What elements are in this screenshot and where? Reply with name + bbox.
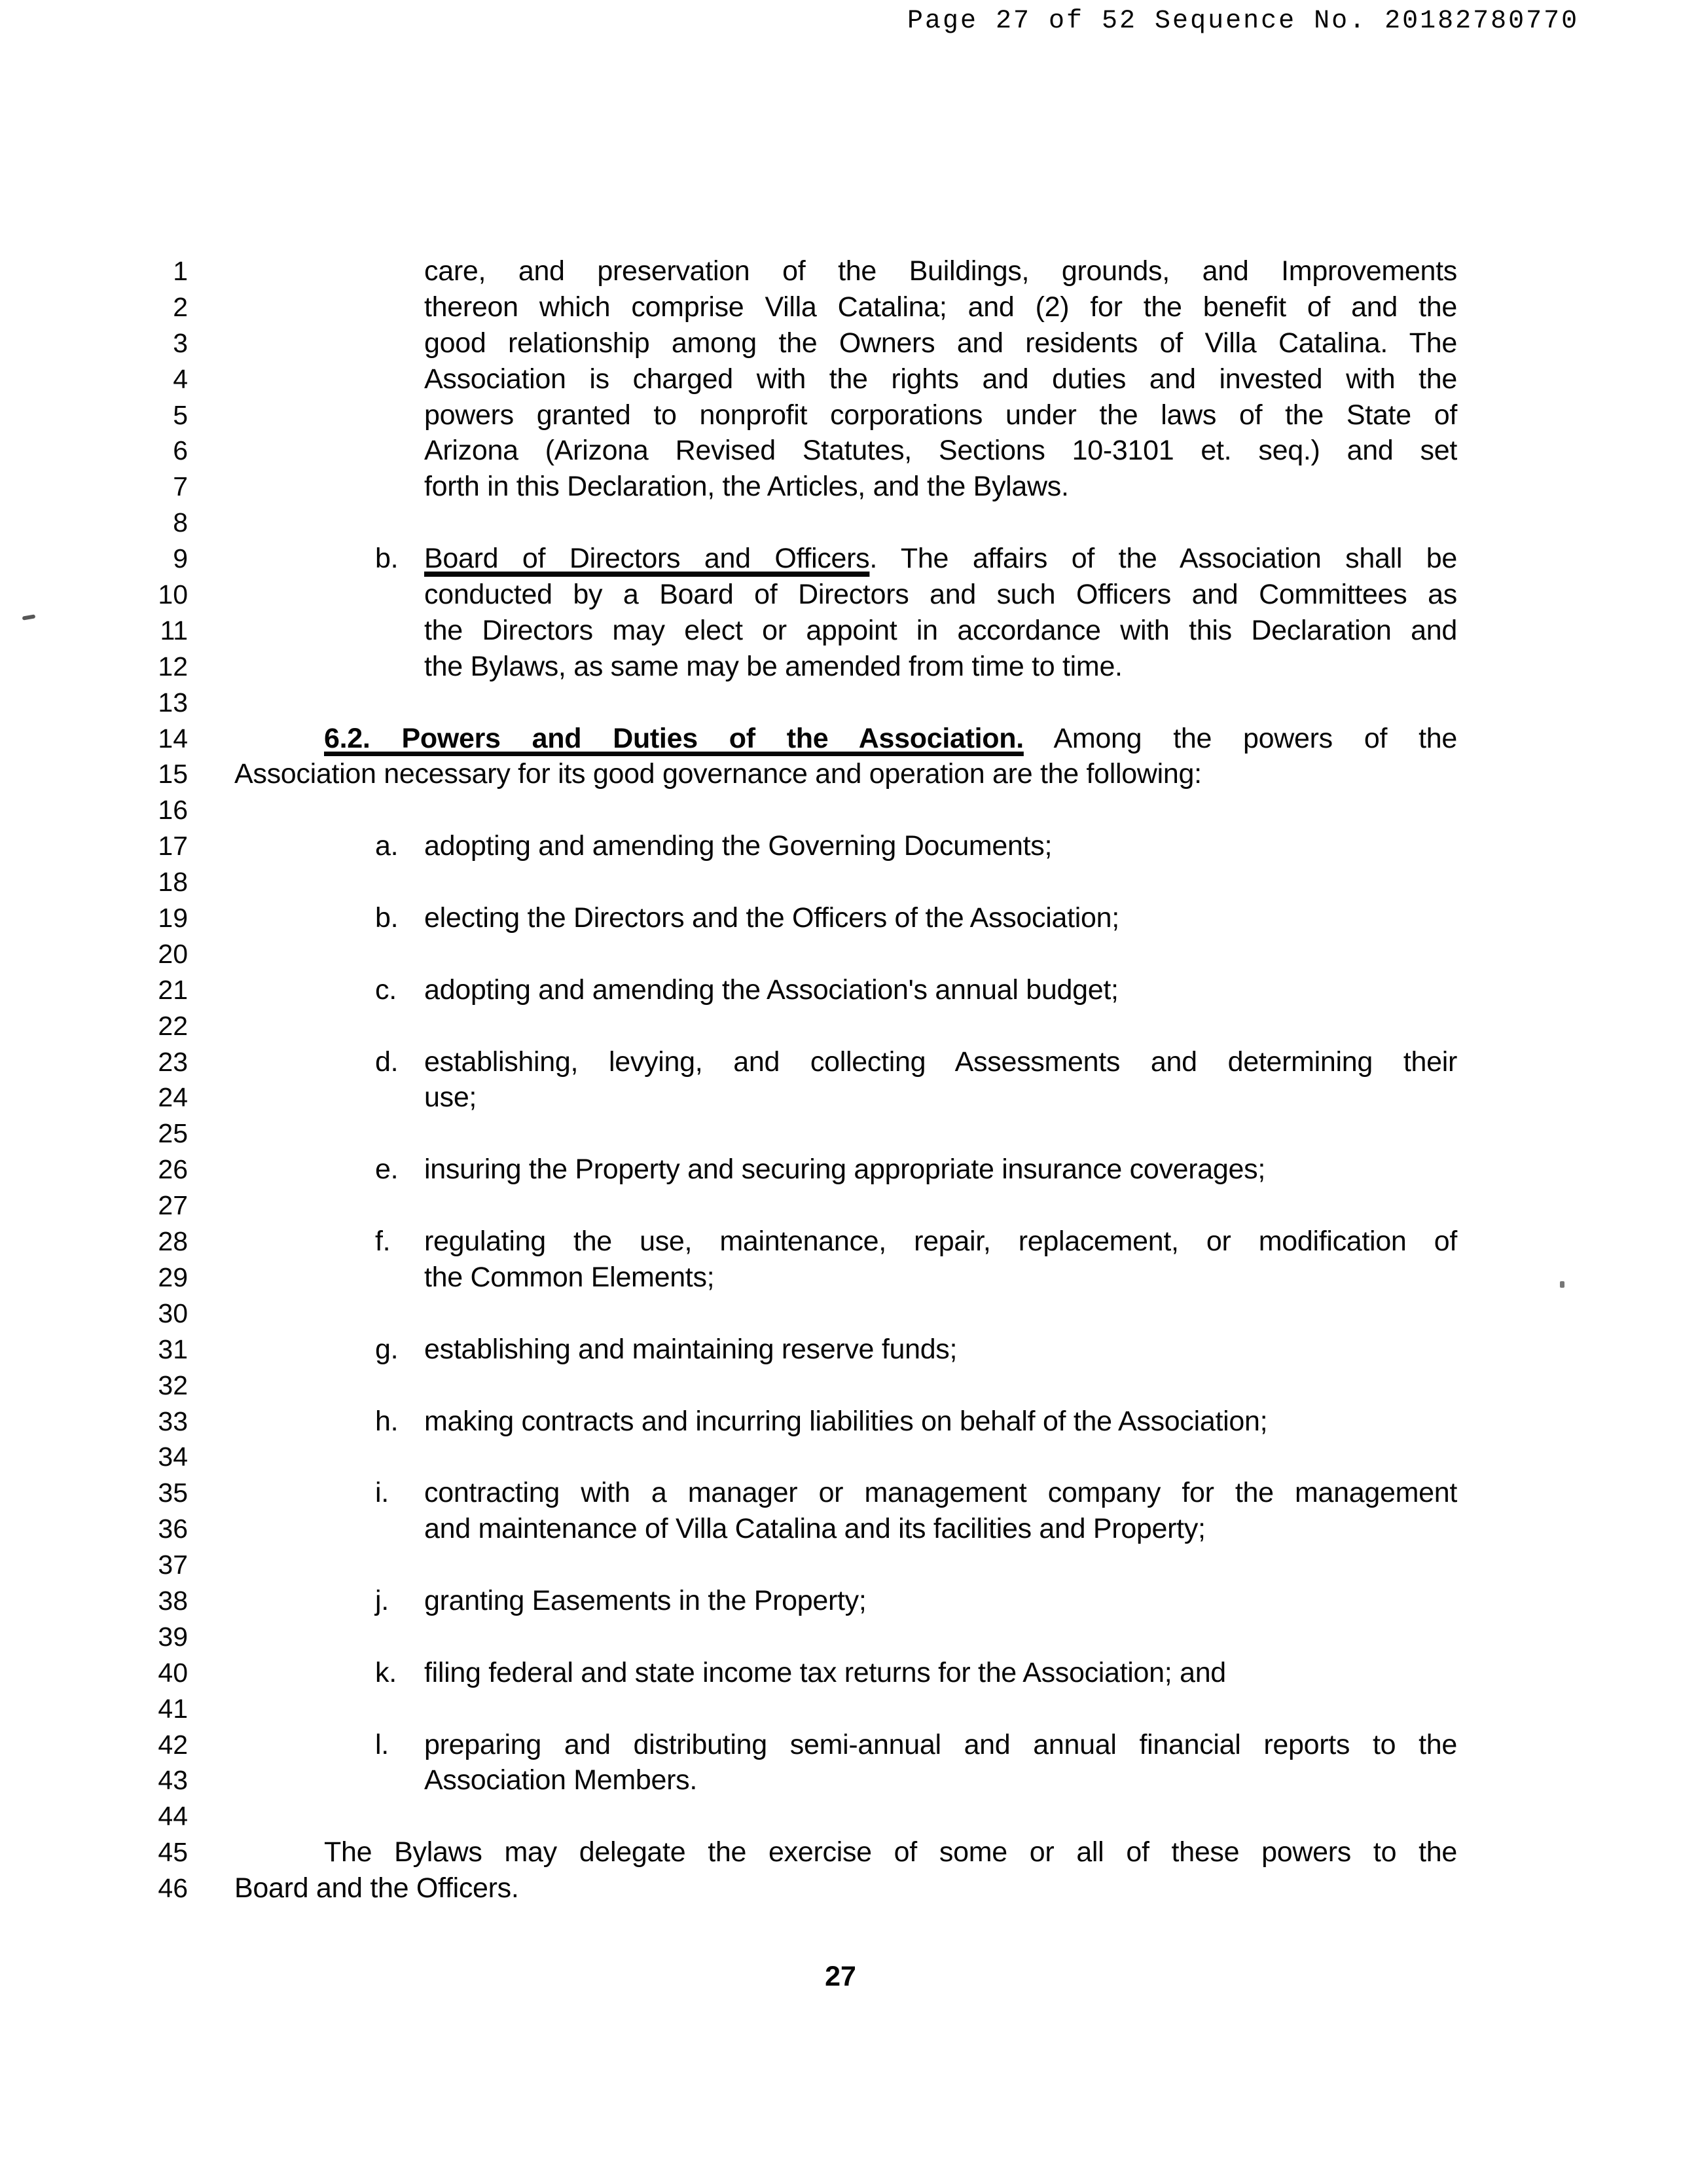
text-segment: the Common Elements; — [424, 1261, 715, 1293]
line-text — [0, 936, 1681, 972]
document-line — [0, 397, 1681, 433]
line-text — [0, 828, 1681, 864]
line-text — [0, 1008, 1681, 1044]
line-number: 5 — [173, 399, 188, 430]
line-number: 16 — [158, 795, 188, 826]
document-line — [0, 1332, 1681, 1368]
text-segment: electing the Directors and the Officers of the Association; — [424, 902, 1119, 934]
document-line — [0, 792, 1681, 828]
recorder-header: Page 27 of 52 Sequence No. 20182780770 — [907, 7, 1580, 36]
line-text — [0, 792, 1681, 828]
document-line — [0, 900, 1681, 936]
text-segment: powers granted to nonprofit corporations under the laws of the State of — [424, 399, 1457, 431]
document-line — [0, 1655, 1681, 1691]
line-text — [0, 1727, 1681, 1763]
line-text — [0, 433, 1681, 469]
line-text — [0, 1260, 1681, 1296]
line-number: 7 — [173, 471, 188, 502]
document-line — [0, 1116, 1681, 1152]
line-text — [0, 900, 1681, 936]
document-line — [0, 325, 1681, 361]
document-line — [0, 1798, 1681, 1834]
line-number: 10 — [158, 579, 188, 610]
line-text — [0, 289, 1681, 325]
document-line — [0, 721, 1681, 757]
text-segment: regulating the use, maintenance, repair, replacement, or modification of — [424, 1226, 1457, 1258]
line-text — [0, 685, 1681, 721]
text-segment: and maintenance of Villa Catalina and its facilities and Property; — [424, 1513, 1206, 1545]
line-number: 23 — [158, 1046, 188, 1077]
text-segment: use; — [424, 1082, 477, 1114]
document-line — [0, 828, 1681, 864]
line-text — [0, 1547, 1681, 1583]
line-text — [0, 1332, 1681, 1368]
text-segment: thereon which comprise Villa Catalina; and (2) for the benefit of and the — [424, 291, 1457, 323]
line-text — [0, 361, 1681, 397]
document-line — [0, 469, 1681, 505]
line-number: 19 — [158, 903, 188, 934]
line-number: 38 — [158, 1585, 188, 1616]
footer-page-number: 27 — [825, 1961, 856, 1992]
line-text — [0, 721, 1681, 757]
text-segment: the Directors may elect or appoint in accordance with this Declaration and — [424, 614, 1457, 646]
document-line — [0, 1619, 1681, 1655]
line-number: 2 — [173, 291, 188, 322]
document-line — [0, 1583, 1681, 1619]
list-item-letter: g. — [375, 1333, 399, 1365]
list-item-letter: a. — [375, 830, 399, 862]
document-line — [0, 1296, 1681, 1332]
line-text — [0, 1511, 1681, 1547]
document-line — [0, 1727, 1681, 1763]
line-text — [0, 1152, 1681, 1188]
line-number: 13 — [158, 687, 188, 718]
list-item-letter: k. — [375, 1656, 397, 1688]
line-number: 14 — [158, 723, 188, 754]
line-text — [0, 253, 1681, 289]
text-segment: Association Members. — [424, 1764, 697, 1796]
document-line — [0, 289, 1681, 325]
list-item-letter: b. — [375, 902, 399, 934]
document-line — [0, 1368, 1681, 1404]
document-line — [0, 972, 1681, 1008]
line-text — [0, 1583, 1681, 1619]
line-number: 21 — [158, 974, 188, 1005]
list-item-letter: c. — [375, 974, 397, 1006]
document-line — [0, 1260, 1681, 1296]
line-number: 28 — [158, 1226, 188, 1257]
line-text — [0, 1798, 1681, 1834]
line-number: 18 — [158, 867, 188, 898]
document-line — [0, 649, 1681, 685]
line-number: 27 — [158, 1190, 188, 1221]
document-line — [0, 864, 1681, 900]
text-segment: filing federal and state income tax returns for the Association; and — [424, 1656, 1226, 1688]
text-segment: insuring the Property and securing appropriate insurance coverages; — [424, 1154, 1265, 1186]
document-line — [0, 1511, 1681, 1547]
line-text — [0, 1296, 1681, 1332]
line-number: 4 — [173, 363, 188, 394]
line-text — [0, 1619, 1681, 1655]
document-line — [0, 361, 1681, 397]
document-line — [0, 1870, 1681, 1906]
line-number: 35 — [158, 1478, 188, 1508]
scan-artifact-right — [1560, 1281, 1564, 1288]
document-line — [0, 613, 1681, 649]
line-number: 25 — [158, 1118, 188, 1149]
line-text — [0, 972, 1681, 1008]
list-item-letter: e. — [375, 1154, 399, 1186]
text-segment: granting Easements in the Property; — [424, 1584, 867, 1616]
document-line — [0, 505, 1681, 541]
line-text — [0, 505, 1681, 541]
document-line — [0, 1080, 1681, 1116]
text-segment: . The affairs of the Association shall be — [869, 543, 1457, 575]
text-segment: Arizona (Arizona Revised Statutes, Sections 10-3101 et. seq.) and set — [424, 435, 1457, 467]
line-number: 43 — [158, 1765, 188, 1796]
text-segment: 6.2. Powers and Duties of the Association. — [324, 722, 1024, 754]
line-text — [0, 325, 1681, 361]
text-segment: The Bylaws may delegate the exercise of some or all of these powers to the — [324, 1836, 1457, 1868]
line-text — [0, 1834, 1681, 1870]
document-line — [0, 1224, 1681, 1260]
line-number: 6 — [173, 435, 188, 466]
document-line — [0, 685, 1681, 721]
line-number: 44 — [158, 1801, 188, 1832]
list-item-letter: b. — [375, 543, 399, 575]
line-number: 45 — [158, 1837, 188, 1868]
line-text — [0, 397, 1681, 433]
text-segment: Board and the Officers. — [234, 1872, 519, 1904]
list-item-letter: d. — [375, 1046, 399, 1078]
text-segment: Association necessary for its good governance and operation are the following: — [234, 758, 1202, 790]
line-number: 32 — [158, 1370, 188, 1400]
text-segment: Among the powers of the — [1023, 722, 1457, 754]
line-text — [0, 541, 1681, 577]
text-segment: Association is charged with the rights and duties and invested with the — [424, 363, 1457, 395]
line-text — [0, 1368, 1681, 1404]
line-text — [0, 577, 1681, 613]
line-number: 8 — [173, 507, 188, 538]
document-line — [0, 577, 1681, 613]
line-text — [0, 1044, 1681, 1080]
line-text — [0, 1439, 1681, 1475]
line-number: 42 — [158, 1729, 188, 1760]
document-line — [0, 1834, 1681, 1870]
document-line — [0, 1044, 1681, 1080]
document-line — [0, 756, 1681, 792]
text-segment: establishing and maintaining reserve funds; — [424, 1333, 958, 1365]
line-number: 12 — [158, 651, 188, 682]
line-number: 3 — [173, 327, 188, 358]
line-text — [0, 1224, 1681, 1260]
document-line — [0, 1691, 1681, 1727]
list-item-letter: i. — [375, 1477, 389, 1509]
line-number: 20 — [158, 938, 188, 969]
line-number: 34 — [158, 1442, 188, 1472]
list-item-letter: l. — [375, 1728, 389, 1760]
line-text — [0, 1762, 1681, 1798]
line-text — [0, 756, 1681, 792]
line-number: 41 — [158, 1693, 188, 1724]
document-line — [0, 253, 1681, 289]
line-text — [0, 1475, 1681, 1511]
line-text — [0, 864, 1681, 900]
text-segment: adopting and amending the Association's annual budget; — [424, 974, 1119, 1006]
text-segment: care, and preservation of the Buildings, grounds, and Improvements — [424, 255, 1457, 287]
line-number: 46 — [158, 1873, 188, 1904]
line-text — [0, 469, 1681, 505]
line-text — [0, 1870, 1681, 1906]
document-line — [0, 433, 1681, 469]
line-text — [0, 1404, 1681, 1440]
line-text — [0, 1116, 1681, 1152]
line-number: 36 — [158, 1514, 188, 1544]
document-line — [0, 1547, 1681, 1583]
line-number: 22 — [158, 1010, 188, 1041]
list-item-letter: f. — [375, 1226, 391, 1258]
line-number: 24 — [158, 1082, 188, 1113]
list-item-letter: j. — [375, 1584, 389, 1616]
line-number: 37 — [158, 1550, 188, 1580]
line-number: 1 — [173, 256, 188, 286]
line-number: 11 — [160, 615, 188, 646]
line-number: 15 — [158, 759, 188, 790]
text-segment: good relationship among the Owners and residents of Villa Catalina. The — [424, 327, 1457, 359]
text-segment: establishing, levying, and collecting Assessments and determining their — [424, 1046, 1457, 1078]
line-number: 30 — [158, 1298, 188, 1328]
line-text — [0, 1691, 1681, 1727]
line-number: 40 — [158, 1657, 188, 1688]
line-number: 26 — [158, 1154, 188, 1185]
line-number: 31 — [158, 1334, 188, 1364]
line-rows — [0, 253, 1681, 1906]
line-text — [0, 1188, 1681, 1224]
text-segment: adopting and amending the Governing Documents; — [424, 830, 1053, 862]
document-line — [0, 1439, 1681, 1475]
document-line — [0, 1404, 1681, 1440]
line-text — [0, 1655, 1681, 1691]
line-number: 9 — [173, 543, 188, 574]
text-segment: the Bylaws, as same may be amended from time to time. — [424, 650, 1123, 682]
list-item-letter: h. — [375, 1405, 399, 1437]
line-number: 29 — [158, 1262, 188, 1292]
line-number: 39 — [158, 1621, 188, 1652]
document-line — [0, 1762, 1681, 1798]
line-text — [0, 1080, 1681, 1116]
document-line — [0, 541, 1681, 577]
text-segment: making contracts and incurring liabilities on behalf of the Association; — [424, 1405, 1268, 1437]
line-number: 17 — [158, 831, 188, 862]
document-line — [0, 1475, 1681, 1511]
text-segment: conducted by a Board of Directors and such Officers and Committees as — [424, 579, 1457, 611]
document-line — [0, 1152, 1681, 1188]
line-text — [0, 613, 1681, 649]
line-text — [0, 649, 1681, 685]
document-line — [0, 936, 1681, 972]
document-line — [0, 1188, 1681, 1224]
line-number: 33 — [158, 1406, 188, 1436]
text-segment: forth in this Declaration, the Articles, and the Bylaws. — [424, 471, 1069, 503]
text-segment: contracting with a manager or management company for the management — [424, 1477, 1457, 1509]
document-line — [0, 1008, 1681, 1044]
text-segment: preparing and distributing semi-annual and annual financial reports to the — [424, 1728, 1457, 1760]
text-segment: Board of Directors and Officers — [424, 543, 870, 575]
